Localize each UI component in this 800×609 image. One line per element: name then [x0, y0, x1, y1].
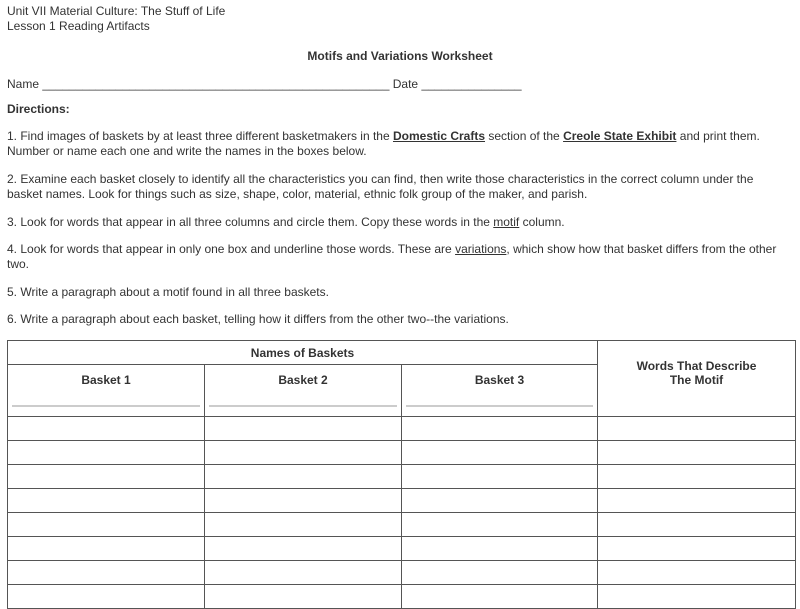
basket-2-label: Basket 2	[278, 373, 328, 387]
name-input-line[interactable]	[406, 405, 593, 407]
table-row	[8, 489, 796, 513]
table-cell[interactable]	[402, 513, 598, 537]
table-row	[8, 465, 796, 489]
domestic-crafts-link[interactable]: Domestic Crafts	[392, 129, 486, 143]
table-cell[interactable]	[402, 489, 598, 513]
table-cell[interactable]	[598, 537, 796, 561]
motif-term: motif	[493, 215, 520, 229]
text: 4. Look for words that appear in only one box and underline those words. These are	[7, 242, 456, 256]
lesson-title: Lesson 1 Reading Artifacts	[7, 19, 150, 33]
table-cell[interactable]	[205, 465, 402, 489]
table-cell[interactable]	[402, 441, 598, 465]
basket-1-label: Basket 1	[81, 373, 131, 387]
table-cell[interactable]	[8, 417, 205, 441]
direction-5: 5. Write a paragraph about a motif found in all three baskets.	[7, 285, 329, 299]
table-cell[interactable]	[402, 585, 598, 609]
table-cell[interactable]	[598, 489, 796, 513]
worksheet-title: Motifs and Variations Worksheet	[307, 49, 493, 63]
table-cell[interactable]	[8, 465, 205, 489]
name-input-line[interactable]	[209, 405, 397, 407]
table-cell[interactable]	[402, 561, 598, 585]
table-row	[8, 441, 796, 465]
name-field[interactable]: ____________________________________________________	[42, 77, 390, 91]
basket-1-header[interactable]	[8, 365, 205, 417]
name-date-line	[7, 77, 522, 91]
motif-header-line2: The Motif	[669, 373, 724, 387]
name-input-line[interactable]	[12, 405, 200, 407]
table-cell[interactable]	[8, 441, 205, 465]
table-cell[interactable]	[205, 561, 402, 585]
table-cell[interactable]	[8, 537, 205, 561]
table-cell[interactable]	[8, 489, 205, 513]
date-field[interactable]: _______________	[421, 77, 522, 91]
direction-1	[7, 129, 792, 159]
text: , which show how that basket differs from the other two.	[7, 242, 777, 271]
table-row	[8, 417, 796, 441]
table-cell[interactable]	[205, 585, 402, 609]
table-cell[interactable]	[598, 465, 796, 489]
table-cell[interactable]	[205, 441, 402, 465]
basket-3-label: Basket 3	[474, 373, 525, 387]
text: 1. Find images of baskets by at least three different basketmakers in the	[7, 129, 393, 143]
text: column.	[519, 215, 565, 229]
names-of-baskets-header: Names of Baskets	[8, 341, 598, 365]
basket-3-header[interactable]	[402, 365, 598, 417]
basket-2-header[interactable]	[205, 365, 402, 417]
creole-state-exhibit-link[interactable]: Creole State Exhibit	[563, 129, 677, 143]
name-label: Name	[7, 77, 40, 91]
direction-6: 6. Write a paragraph about each basket, telling how it differs from the other two--the variations.	[7, 312, 509, 326]
table-row	[8, 537, 796, 561]
table-cell[interactable]	[205, 513, 402, 537]
table-cell[interactable]	[8, 561, 205, 585]
date-label: Date	[392, 77, 419, 91]
table-cell[interactable]	[205, 489, 402, 513]
table-cell[interactable]	[8, 513, 205, 537]
table-row	[8, 561, 796, 585]
motif-header-line1: Words That Describe	[636, 359, 757, 373]
table-cell[interactable]	[598, 441, 796, 465]
text: 3. Look for words that appear in all three columns and circle them. Copy these words in the	[7, 215, 494, 229]
table-cell[interactable]	[598, 561, 796, 585]
document-header	[7, 4, 225, 34]
motif-header	[598, 341, 796, 417]
table-cell[interactable]	[402, 465, 598, 489]
table-cell[interactable]	[598, 585, 796, 609]
unit-title: Unit VII Material Culture: The Stuff of Life	[7, 4, 226, 18]
table-cell[interactable]	[205, 417, 402, 441]
text: section of the	[485, 129, 564, 143]
basket-table	[7, 340, 796, 609]
direction-3	[7, 215, 792, 230]
table-cell[interactable]	[205, 537, 402, 561]
table-cell[interactable]	[402, 417, 598, 441]
table-cell[interactable]	[598, 513, 796, 537]
directions-heading: Directions:	[7, 102, 70, 116]
direction-4	[7, 242, 792, 272]
table-row	[8, 585, 796, 609]
table-row	[8, 513, 796, 537]
table-cell[interactable]	[402, 537, 598, 561]
table-cell[interactable]	[598, 417, 796, 441]
variations-term: variations	[455, 242, 507, 256]
table-cell[interactable]	[8, 585, 205, 609]
direction-2: 2. Examine each basket closely to identify all the characteristics you can find, then write those characteristics in the correct column under the basket names. Look for things such as size, shape, color, material, ethnic folk group of the maker, and parish.	[7, 172, 754, 201]
text: and print them. Number or name each one and write the names in the boxes below.	[7, 129, 760, 158]
